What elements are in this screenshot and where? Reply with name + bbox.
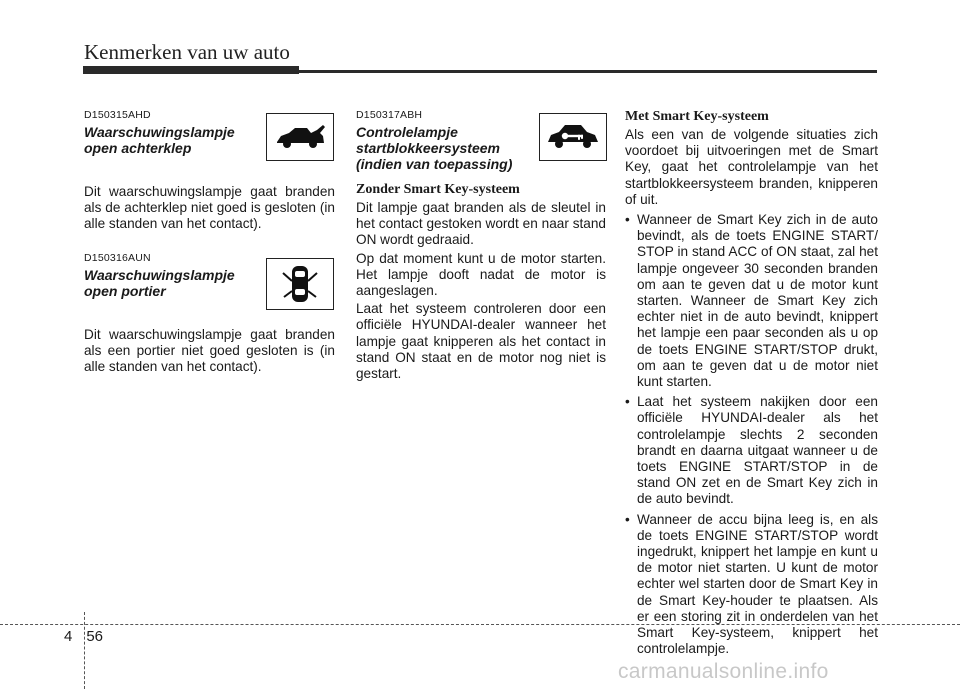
header-rule-thick — [83, 66, 299, 74]
immobilizer-icon-box — [539, 113, 607, 161]
page-number — [64, 628, 103, 645]
open-trunk-icon-box — [266, 113, 334, 161]
open-door-icon — [280, 263, 320, 305]
section-title: Controlelampje startblokkeersysteem (indien van toepassing) — [356, 124, 513, 172]
paragraph: Dit lampje gaat branden als de sleutel in het contact gestoken wordt en naar stand ON wordt gedraaid. — [356, 200, 606, 248]
header-rule-thin — [299, 70, 877, 73]
watermark: carmanualsonline.info — [618, 660, 829, 683]
paragraph: Laat het systeem controleren door een officiële HYUNDAI-dealer wanneer het lampje gaat knipperen als het contact in stand ON staat en de motor nog niet is gestart. — [356, 301, 606, 382]
section-code: D150317ABH — [356, 109, 423, 121]
bullet-list — [625, 212, 878, 657]
section-body: Dit waarschuwingslampje gaat branden als een portier niet goed gesloten is (in alle standen van het contact). — [84, 326, 335, 375]
footer-vertical-divider — [84, 612, 85, 689]
list-item: • Wanneer de accu bijna leeg is, en als de toets ENGINE START/STOP wordt ingedrukt, knippert het lampje en kunt u de motor niet starten. U kunt de motor echter wel starten door de Smart Key in de Smart Key-houder te plaatsen. Als er een storing zit in onderdelen van het Smart Key-systeem, knippert het controlelampje. — [625, 512, 878, 658]
chapter-number: 4 — [64, 628, 73, 645]
page-header-title: Kenmerken van uw auto — [84, 40, 290, 64]
section-code: D150315AHD — [84, 109, 151, 121]
subheading-without-smart-key: Zonder Smart Key-systeem — [356, 182, 520, 197]
open-door-icon-box — [266, 258, 334, 310]
subheading-with-smart-key: Met Smart Key-systeem — [625, 109, 769, 124]
paragraph: Op dat moment kunt u de motor starten. Het lampje dooft nadat de motor is aangeslagen. — [356, 250, 606, 299]
page-number-value: 56 — [86, 628, 104, 645]
section-body: Dit waarschuwingslampje gaat branden als de achterklep niet goed is gesloten (in alle standen van het contact). — [84, 184, 335, 232]
column-3 — [625, 108, 878, 662]
footer-divider — [0, 624, 960, 625]
open-trunk-icon — [273, 122, 327, 152]
list-item: • Wanneer de Smart Key zich in de auto bevindt, als de toets ENGINE START/ STOP in stand ACC of ON staat, zal het lampje ongeveer 30 seconden branden om aan te geven dat u de motor kunt starten. Wanneer de Smart Key zich echter niet in de auto bevindt, knippert het lampje een paar seconden als u op de toets ENGINE START/STOP drukt, om aan te geven dat u de motor niet kunt starten. — [625, 212, 878, 390]
section-title: Waarschuwingslampje open achterklep — [84, 124, 235, 156]
paragraph: Als een van de volgende situaties zich voordoet bij uitvoeringen met de Smart Key, gaat het controlelampje van het startblokkeersysteem branden, knipperen of uit. — [625, 127, 878, 207]
section-title: Waarschuwingslampje open portier — [84, 266, 235, 299]
section-code: D150316AUN — [84, 251, 151, 264]
immobilizer-car-key-icon — [545, 122, 601, 152]
list-item: • Laat het systeem nakijken door een officiële HYUNDAI-dealer als het controlelampje slechts 2 seconden brandt en daarna uitgaat wanneer u de toets ENGINE START/STOP in de stand ON zet en de Smart Key zich in de auto bevindt. — [625, 394, 878, 507]
